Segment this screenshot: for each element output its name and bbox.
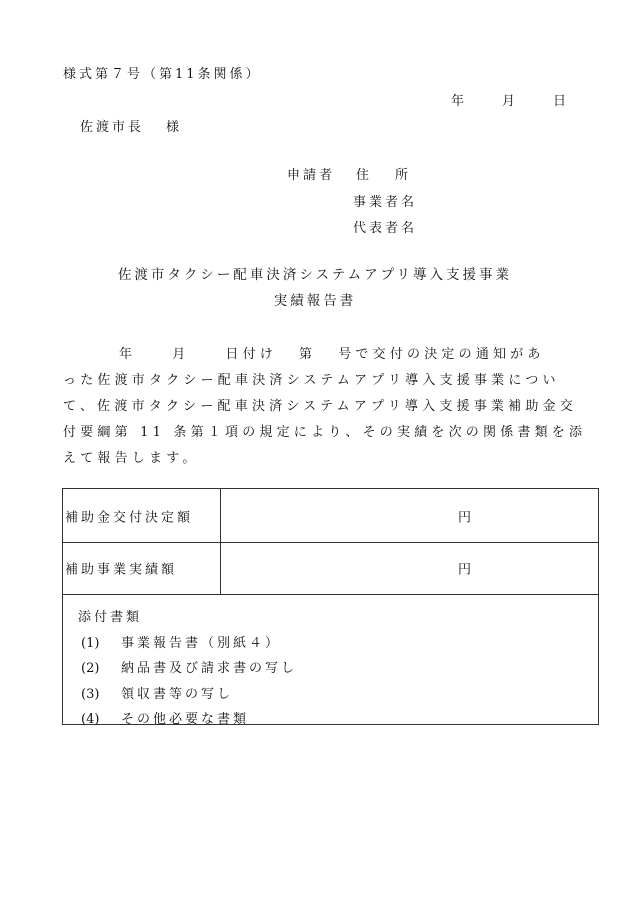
result-amount-value-cell[interactable]: [221, 542, 598, 594]
attachment-text: 納品書及び請求書の写し: [121, 661, 298, 676]
list-item: [81, 708, 249, 727]
date-year: 年: [451, 94, 465, 109]
body-line-1: 年 月 日付け 第 号で交付の決定の通知があ: [119, 347, 545, 362]
result-amount-label: 補助事業実績額: [65, 562, 178, 578]
decision-amount-label: 補助金交付決定額: [65, 510, 194, 525]
business-name-label: 事業者名: [353, 195, 418, 210]
form-number: 様式第７号（第11条関係）: [63, 67, 262, 82]
attachment-text: 事業報告書（別紙４）: [121, 636, 282, 651]
list-item: [81, 632, 281, 651]
decision-amount-label-cell: [63, 489, 221, 542]
date-day: 日: [553, 94, 567, 109]
body-line-2: った佐渡市タクシー配車決済システムアプリ導入支援事業につい: [63, 373, 560, 388]
attachments-section: [63, 595, 598, 727]
attachment-number: (1): [81, 636, 100, 651]
document-title-line2: 実績報告書: [273, 293, 357, 309]
attachment-number: (4): [81, 712, 100, 727]
address-label: [356, 169, 411, 182]
body-line-5: えて報告します。: [63, 451, 200, 466]
date-line: [451, 95, 566, 108]
attachment-text: 領収書等の写し: [121, 687, 234, 702]
body-paragraph: [63, 342, 587, 472]
addressee: [80, 121, 182, 134]
attachment-number: (2): [81, 661, 100, 676]
decision-amount-value-cell[interactable]: [221, 489, 598, 542]
addressee-suffix: 様: [166, 120, 183, 135]
table-row-decision-amount: [63, 489, 598, 543]
representative-label: 代表者名: [353, 221, 418, 236]
table-row-result-amount: [63, 542, 598, 595]
list-item: [81, 683, 233, 702]
date-month: 月: [502, 94, 516, 109]
applicant-label: 申請者: [287, 168, 336, 183]
document-title-line1: 佐渡市タクシー配車決済システムアプリ導入支援事業: [117, 267, 513, 283]
address-label-part1: 住: [356, 168, 373, 183]
list-item: [81, 657, 297, 676]
address-label-part2: 所: [395, 168, 412, 183]
attachments-heading: 添付書類: [78, 610, 143, 625]
body-line-4: 付要綱第 11 条第１項の規定により、その実績を次の関係書類を添: [63, 425, 587, 440]
summary-table: [62, 488, 599, 725]
attachment-number: (3): [81, 687, 100, 702]
body-line-3: て、佐渡市タクシー配車決済システムアプリ導入支援事業補助金交: [63, 399, 577, 414]
result-amount-unit: 円: [458, 562, 472, 578]
addressee-name: 佐渡市長: [80, 120, 145, 135]
decision-amount-unit: 円: [458, 510, 472, 525]
result-amount-label-cell: [63, 542, 221, 594]
attachment-text: その他必要な書類: [121, 712, 250, 727]
